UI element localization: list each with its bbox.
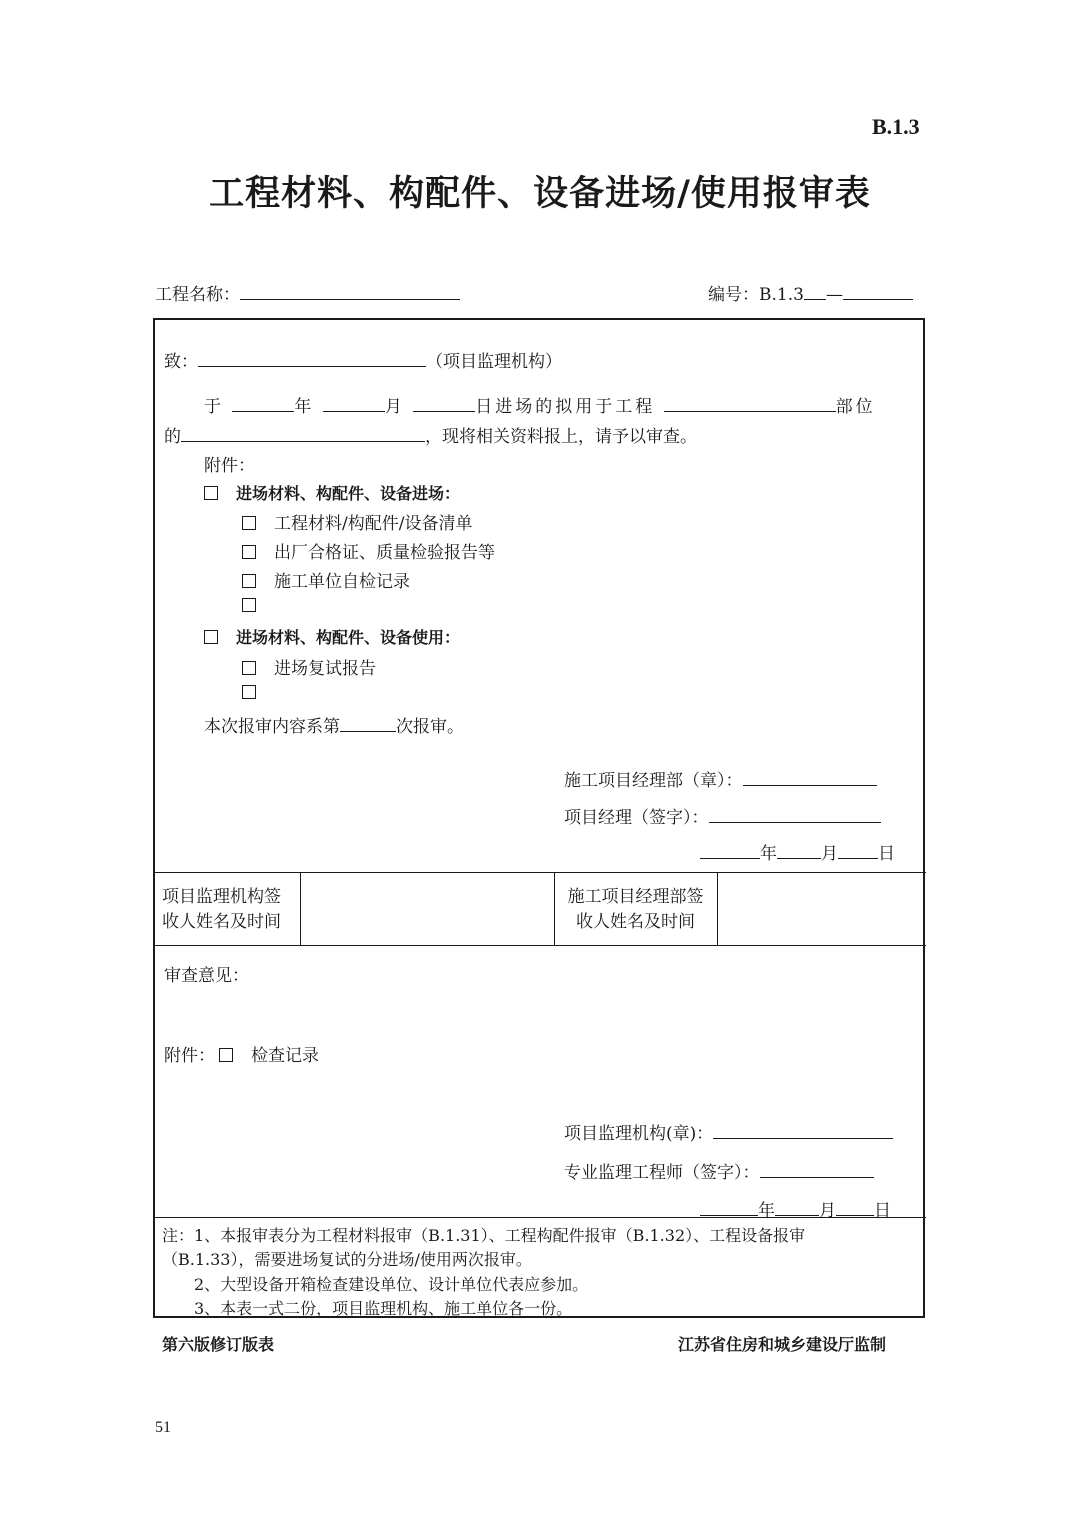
manager-sign-label: 项目经理（签字）： <box>564 808 709 828</box>
submission-count-line <box>204 712 464 737</box>
to-line <box>164 347 562 372</box>
divider <box>717 872 718 945</box>
body-line2-prefix: 的 <box>164 427 181 447</box>
attachments-label: 附件： <box>204 456 255 476</box>
project-name-row <box>155 280 460 305</box>
year-label: 年 <box>294 397 315 417</box>
review-attachment-row <box>164 1041 319 1066</box>
entry-item-checkbox[interactable] <box>242 574 256 588</box>
supervisor-org-label: 项目监理机构(章)： <box>564 1124 714 1144</box>
page-title: 工程材料、构配件、设备进场/使用报审表 <box>209 174 871 214</box>
to-prefix: 致： <box>164 352 198 372</box>
use-item-checkbox[interactable] <box>242 685 256 699</box>
body-line-1 <box>204 392 876 417</box>
review-month-field[interactable] <box>775 1201 819 1216</box>
divider <box>300 872 301 945</box>
engineer-sign-row <box>564 1158 874 1183</box>
note-line: 注：1、本报审表分为工程材料报审（B.1.31）、工程构配件报审（B.1.32）、工程设备报审 <box>162 1226 806 1245</box>
divider <box>153 945 926 946</box>
contractor-day-label: 日 <box>878 844 895 864</box>
contractor-month-label: 月 <box>821 844 838 864</box>
contractor-dept-row <box>564 766 877 791</box>
contractor-year-label: 年 <box>760 844 777 864</box>
form-number-sep: — <box>825 285 843 305</box>
supervisor-receipt-label <box>162 885 281 935</box>
group-use-label: 进场材料、构配件、设备使用： <box>236 628 461 647</box>
to-field[interactable] <box>198 352 426 367</box>
year-field[interactable] <box>232 397 294 412</box>
contractor-month-field[interactable] <box>777 844 821 859</box>
engineer-sign-field[interactable] <box>760 1163 874 1178</box>
project-name-field[interactable] <box>240 285 460 300</box>
entry-item-label: 工程材料/构配件/设备清单 <box>274 514 473 534</box>
entry-item <box>242 596 274 616</box>
project-name-label: 工程名称： <box>155 285 240 305</box>
contractor-dept-field[interactable] <box>743 771 877 786</box>
use-item <box>242 654 376 679</box>
contractor-receipt-label-line2: 收人姓名及时间 <box>576 912 695 932</box>
form-number-label: 编号：B.1.3 <box>708 285 804 305</box>
group-entry <box>204 481 460 504</box>
submission-count-field[interactable] <box>340 717 396 732</box>
entry-item-label: 出厂合格证、质量检验报告等 <box>274 543 495 563</box>
review-year-field[interactable] <box>700 1201 758 1216</box>
entry-item-checkbox[interactable] <box>242 545 256 559</box>
form-number-row <box>708 280 913 305</box>
entry-item-label: 施工单位自检记录 <box>274 572 410 592</box>
month-field[interactable] <box>323 397 385 412</box>
review-month-label: 月 <box>819 1201 836 1221</box>
part-label: 部位 <box>835 397 876 417</box>
divider <box>153 872 926 873</box>
edition-label: 第六版修订版表 <box>162 1335 275 1354</box>
submission-count-suffix: 次报审。 <box>396 717 464 737</box>
contractor-day-field[interactable] <box>838 844 878 859</box>
inspection-record-label: 检查记录 <box>251 1046 319 1066</box>
entry-item-checkbox[interactable] <box>242 516 256 530</box>
issuer-label: 江苏省住房和城乡建设厅监制 <box>678 1335 887 1354</box>
form-code: B.1.3 <box>872 114 920 139</box>
supervisor-org-row <box>564 1119 893 1144</box>
group-entry-checkbox[interactable] <box>204 486 218 500</box>
group-entry-label: 进场材料、构配件、设备进场： <box>236 484 461 503</box>
form-number-field-2[interactable] <box>843 285 913 300</box>
form-number-field-1[interactable] <box>804 285 826 300</box>
contractor-date-row <box>700 839 895 864</box>
materials-field[interactable] <box>181 427 425 442</box>
contractor-dept-label: 施工项目经理部（章）： <box>564 771 743 791</box>
use-item <box>242 683 274 703</box>
supervisor-receipt-label-line1: 项目监理机构签 <box>162 887 281 907</box>
entry-item <box>242 509 472 534</box>
submit-text: ，现将相关资料报上，请予以审查。 <box>425 427 697 447</box>
entry-item <box>242 567 410 592</box>
to-suffix: （项目监理机构） <box>426 352 562 372</box>
submission-count-prefix: 本次报审内容系第 <box>204 717 340 737</box>
review-day-field[interactable] <box>836 1201 874 1216</box>
group-use-checkbox[interactable] <box>204 630 218 644</box>
inspection-record-checkbox[interactable] <box>219 1048 233 1062</box>
review-day-label: 日 <box>874 1201 891 1221</box>
entry-item <box>242 538 495 563</box>
review-year-label: 年 <box>758 1201 775 1221</box>
body-line-2 <box>164 422 697 447</box>
contractor-receipt-label <box>554 885 717 935</box>
use-item-checkbox[interactable] <box>242 661 256 675</box>
review-opinion-label: 审查意见： <box>164 966 249 986</box>
supervisor-receipt-field[interactable] <box>302 874 552 944</box>
contractor-receipt-field[interactable] <box>719 874 923 944</box>
review-attachment-label: 附件： <box>164 1046 215 1066</box>
entry-text: 日进场的拟用于工程 <box>475 397 656 417</box>
contractor-receipt-label-line1: 施工项目经理部签 <box>567 887 704 907</box>
supervisor-org-field[interactable] <box>713 1124 893 1139</box>
note-line: （B.1.33），需要进场复试的分进场/使用两次报审。 <box>162 1250 532 1269</box>
contractor-year-field[interactable] <box>700 844 760 859</box>
page-number: 51 <box>155 1419 171 1436</box>
use-item-label: 进场复试报告 <box>274 659 376 679</box>
body-prefix: 于 <box>204 397 224 417</box>
note-line: 2、大型设备开箱检查建设单位、设计单位代表应参加。 <box>194 1275 589 1294</box>
manager-sign-row <box>564 803 881 828</box>
project-part-field[interactable] <box>664 397 836 412</box>
note-line: 3、本表一式二份，项目监理机构、施工单位各一份。 <box>194 1299 573 1318</box>
review-date-row <box>700 1196 891 1221</box>
engineer-sign-label: 专业监理工程师（签字）： <box>564 1163 760 1183</box>
manager-sign-field[interactable] <box>709 808 881 823</box>
supervisor-receipt-label-line2: 收人姓名及时间 <box>162 912 281 932</box>
day-field[interactable] <box>413 397 475 412</box>
entry-item-checkbox[interactable] <box>242 598 256 612</box>
group-use <box>204 625 460 648</box>
month-label: 月 <box>384 397 405 417</box>
